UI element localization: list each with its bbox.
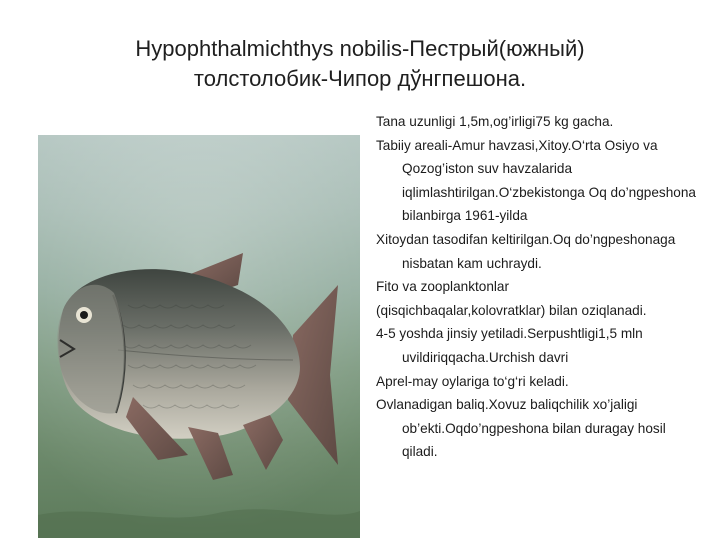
description-paragraph: (qisqichbaqalar,kolovratklar) bilan oziqlanadi. (376, 302, 647, 318)
bighead-carp-illustration (38, 135, 360, 538)
description-paragraph: Ovlanadigan baliq.Xovuz baliqchilik xo’jaligi ob’ekti.Oqdo’ngpeshona bilan duragay hosil qiladi. (376, 397, 666, 460)
description-paragraph: Fito va zooplanktonlar (376, 279, 509, 295)
fish-pupil (80, 311, 88, 319)
description-text (376, 110, 696, 464)
fish-photo (38, 135, 360, 538)
slide-title-line-2: толстолобик-Чипор дўнгпешона. (193, 66, 527, 91)
slide-title (40, 34, 680, 94)
description-paragraph: Xitoydan tasodifan keltirilgan.Oq do’ngpeshonaga nisbatan kam uchraydi. (376, 231, 676, 271)
description-paragraph: Tana uzunligi 1,5m,og’irligi75 kg gacha. (376, 114, 614, 129)
slide-title-line-1: Hypophthalmichthys nobilis-Пестрый(южный) (135, 36, 585, 61)
description-paragraph: Aprel-may oylariga to‘g‘ri keladi. (376, 373, 569, 389)
description-paragraph: 4-5 yoshda jinsiy yetiladi.Serpushtligi1,5 mln uvildiriqqacha.Urchish davri (376, 326, 643, 365)
description-paragraph: Tabiiy areali-Amur havzasi,Xitoy.O‘rta Osiyo va Qozog’iston suv havzalarida iqlimlashtirilgan.O‘zbekistonga Oq do’ngpeshona bilanbirga 1961-yilda (376, 137, 696, 224)
